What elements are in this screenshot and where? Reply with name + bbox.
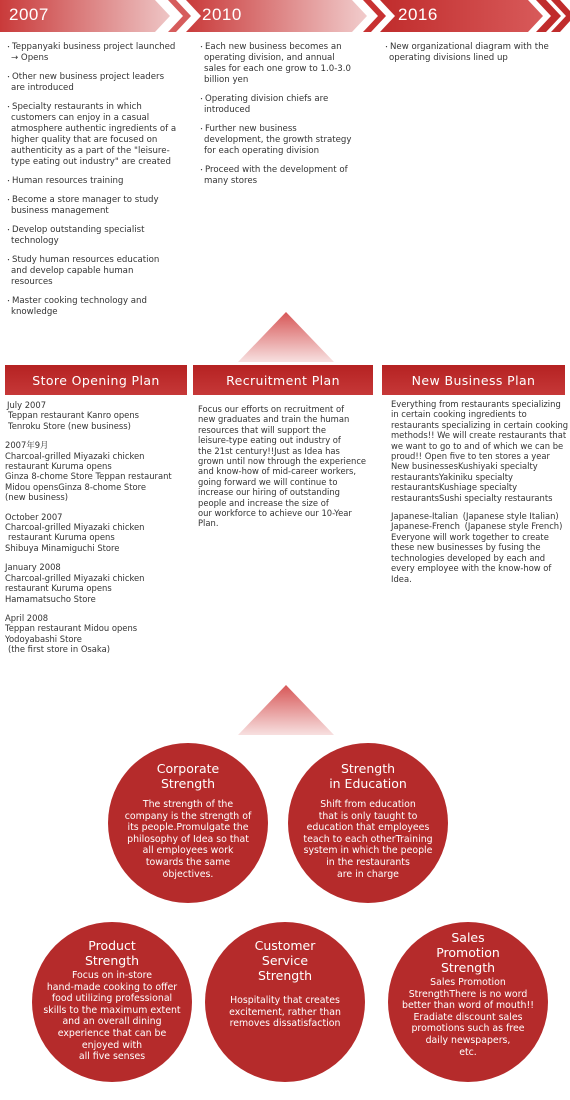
list-item: ・ Become a store manager to study business management xyxy=(5,195,177,217)
text-line: the 21st century!!Just as Idea has xyxy=(198,445,340,456)
new-business-paragraph-2 xyxy=(391,511,569,584)
circle-title: Strength in Education xyxy=(329,761,407,791)
entry-line: Hamamatsucho Store xyxy=(5,593,96,604)
text-line: Everything from restaurants xyxy=(391,399,510,409)
list-item: ・ Proceed with the development of many stores xyxy=(198,165,358,187)
new-business-plan-header: New Business Plan xyxy=(382,365,565,395)
store-entry xyxy=(5,400,185,431)
circle-body: Focus on in-store hand-made cooking to offer food utilizing professional skills to the maximum extent and an overall dining experience that can be enjoyed with all five senses xyxy=(43,970,181,1063)
list-item: ・ Operating division chiefs are introduced xyxy=(198,94,358,116)
entry-line: (the first store in Osaka) xyxy=(8,644,111,655)
entry-date: April 2008 xyxy=(5,612,49,623)
text-line: and know-how of mid-career workers, xyxy=(198,466,357,477)
text-line: going forward we will continue to xyxy=(198,476,338,487)
corporate-strength-circle xyxy=(108,743,268,903)
circle-title: Sales Promotion Strength xyxy=(436,930,500,975)
entry-line: restaurant Kuruma opens xyxy=(5,583,112,594)
new-business-plan-body xyxy=(391,399,569,584)
text-line: grown until now through the experience xyxy=(198,456,367,467)
text-line: Japanese-Italian xyxy=(391,511,459,522)
circle-title: Product Strength xyxy=(84,938,140,968)
text-line: Focus our efforts on recruitment of xyxy=(198,404,345,414)
entry-date: January 2008 xyxy=(5,562,61,573)
list-item: ・ Other new business project leaders are introduced xyxy=(5,72,177,94)
text-line: and of which we can be proud!! xyxy=(391,440,564,462)
circle-body: Shift from education that is only taught to education that employees teach to each otherTraining system in which the people in the restaurants are in charge xyxy=(303,799,433,880)
list-item: ・ Each new business becomes an operating division, and annual sales for each one grow to 1.0-3.0 billion yen xyxy=(198,42,358,86)
year-2007: 2007 xyxy=(9,5,49,24)
text-line: (Japanese style French) xyxy=(464,521,563,532)
entry-date: July 2007 xyxy=(7,400,47,410)
text-line: New businessesKushiyaki specialty xyxy=(391,461,538,472)
year-2016: 2016 xyxy=(398,5,438,24)
list-item: ・ Study human resources education and develop capable human resources xyxy=(5,255,177,288)
text-line: developed by each and every xyxy=(391,552,546,574)
circle-title: Customer Service Strength xyxy=(254,938,316,983)
text-line: restaurants that we want to go to xyxy=(391,430,567,451)
text-line: restaurantsKushiage specialty xyxy=(391,482,518,493)
year-2010: 2010 xyxy=(202,5,242,24)
store-opening-plan-body xyxy=(5,400,185,664)
text-line: restaurantsSushi specialty xyxy=(391,492,502,503)
store-entry xyxy=(5,613,185,655)
column-2010 xyxy=(198,42,358,195)
text-line: specializing in certain cooking xyxy=(391,399,561,420)
entry-line: Shibuya Minamiguchi Store xyxy=(5,542,120,553)
customer-service-strength-circle xyxy=(205,922,365,1082)
column-2007 xyxy=(5,42,177,326)
text-line: by fusing the technologies xyxy=(391,542,541,563)
text-line: increase our hiring of outstanding xyxy=(198,487,340,498)
recruitment-plan-body xyxy=(198,404,376,529)
entry-line: (new business) xyxy=(5,492,69,503)
circle-title: Corporate Strength xyxy=(156,761,220,791)
text-line: resources that will support the xyxy=(198,424,326,435)
store-entry xyxy=(5,562,185,604)
entry-line: Charcoal-grilled Miyazaki chicken xyxy=(5,450,145,461)
entry-line: Midou opensGinza 8-chome Store xyxy=(5,481,147,492)
entry-date: 2007年9月 xyxy=(5,440,49,451)
entry-line: Charcoal-grilled Miyazaki chicken xyxy=(5,522,145,533)
text-line: Plan. xyxy=(198,518,219,529)
column-2016 xyxy=(383,42,553,72)
recruitment-plan-header: Recruitment Plan xyxy=(193,365,373,395)
entry-line: Charcoal-grilled Miyazaki chicken xyxy=(5,572,145,583)
text-line: new graduates and train the human xyxy=(198,414,350,425)
upward-triangle xyxy=(238,685,334,735)
text-line: employee with the know-how of Idea. xyxy=(391,563,552,584)
store-opening-plan-header: Store Opening Plan xyxy=(5,365,187,395)
new-business-paragraph-1 xyxy=(391,399,569,503)
timeline-arrows xyxy=(0,0,570,32)
text-line: leisure-type eating out industry of xyxy=(198,435,341,446)
entry-date: October 2007 xyxy=(5,511,63,522)
text-line: Japanese-French xyxy=(391,521,460,532)
text-line: our workforce to achieve our 10-Year xyxy=(198,508,352,519)
sales-promotion-strength-circle xyxy=(388,922,548,1082)
list-item: ・ Specialty restaurants in which customers can enjoy in a casual atmosphere authentic ingredients of a higher quality that are focused on authenticity as a part of the "leisure-type eating out industry" are created xyxy=(5,102,177,168)
text-line: specializing in certain cooking xyxy=(441,419,569,430)
store-entry xyxy=(5,440,185,502)
text-line: Everyone will work together xyxy=(391,531,509,542)
entry-line: Teppan restaurant Midou opens xyxy=(5,623,138,634)
entry-line: Yodoyabashi Store xyxy=(5,633,82,644)
timeline-banner xyxy=(0,0,570,32)
education-strength-circle xyxy=(288,743,448,903)
text-line: methods!! We will create xyxy=(391,430,496,441)
text-line: people and increase the size of xyxy=(198,497,329,508)
entry-line: restaurant Kuruma opens xyxy=(5,461,112,472)
upward-triangle xyxy=(238,312,334,362)
entry-line: Ginza 8-chome Store Teppan restaurant xyxy=(5,471,172,482)
list-item: ・ Further new business development, the growth strategy for each operating division xyxy=(198,124,358,157)
store-entry xyxy=(5,512,185,554)
text-line: restaurantsYakiniku specialty xyxy=(391,471,513,482)
text-line: to create these new businesses xyxy=(391,531,549,553)
entry-line: restaurant Kuruma opens xyxy=(8,532,115,543)
text-line: ingredients to restaurants xyxy=(391,409,527,430)
list-item: ・ Human resources training xyxy=(5,176,177,187)
circle-body: Hospitality that creates excitement, rather than removes dissatisfaction xyxy=(229,995,341,1030)
entry-line: Teppan restaurant Kanro opens xyxy=(8,410,139,421)
list-item: ・ Teppanyaki business project launched → Opens xyxy=(5,42,177,64)
text-line: Open five to ten stores a year xyxy=(424,451,550,462)
product-strength-circle xyxy=(32,922,192,1082)
list-item: ・ Master cooking technology and knowledge xyxy=(5,296,177,318)
text-line: restaurants xyxy=(504,492,553,503)
text-line: (Japanese style Italian) xyxy=(462,511,559,522)
circle-body: Sales Promotion StrengthThere is no word better than word of mouth!! Eradiate discount sales promotions such as free daily newspapers, etc. xyxy=(402,977,534,1058)
entry-line: Tenroku Store (new business) xyxy=(8,420,131,431)
circle-body: The strength of the company is the strength of its people.Promulgate the philosophy of Idea so that all employees work towards the same objectives. xyxy=(124,799,252,880)
list-item: ・ Develop outstanding specialist technology xyxy=(5,225,177,247)
list-item: ・ New organizational diagram with the operating divisions lined up xyxy=(383,42,553,64)
